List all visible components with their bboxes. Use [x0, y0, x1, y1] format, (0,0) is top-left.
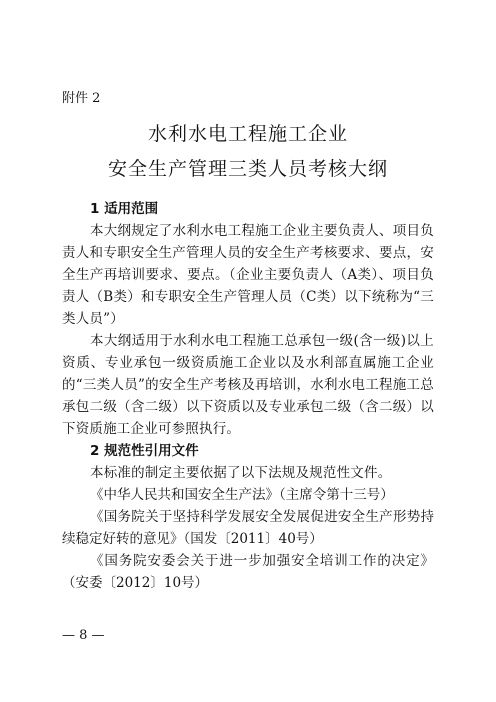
reference-item: 《中华人民共和国安全生产法》（主席令第十三号） — [90, 487, 394, 503]
section-heading-scope: 1 适用范围 — [90, 201, 159, 217]
scope-paragraph-1: 本大纲规定了水利水电工程施工企业主要负责人、项目负责人和专职安全生产管理人员的安全生产考核要求、要点，安全生产再培训要求、要点。（企业主要负责人（A类）、项目负责人（B类）和专职安全生产管理人员（C类）以下统称为“三类人员”） — [62, 223, 434, 327]
page-number: — 8 — — [62, 628, 105, 643]
document-title-line-2: 安全生产管理三类人员考核大纲 — [107, 158, 388, 180]
section-heading-references: 2 规范性引用文件 — [90, 443, 199, 459]
document-body — [62, 198, 434, 594]
attachment-label: 附件 2 — [62, 91, 101, 106]
reference-item: 《国务院安委会关于进一步加强安全培训工作的决定》（安委〔2012〕10号） — [62, 553, 434, 591]
document-title-line-1: 水利水电工程施工企业 — [147, 123, 348, 145]
scope-paragraph-2: 本大纲适用于水利水电工程施工总承包一级(含一级)以上资质、专业承包一级资质施工企业以及水利部直属施工企业的“三类人员”的安全生产考核及再培训，水利水电工程施工总承包二级（含二级）以下资质以及专业承包二级（含二级）以下资质施工企业可参照执行。 — [62, 333, 434, 437]
reference-item: 《国务院关于坚持科学发展安全发展促进安全生产形势持续稳定好转的意见》（国发〔2011〕40号） — [62, 509, 434, 547]
references-intro: 本标准的制定主要依据了以下法规及规范性文件。 — [90, 465, 392, 481]
